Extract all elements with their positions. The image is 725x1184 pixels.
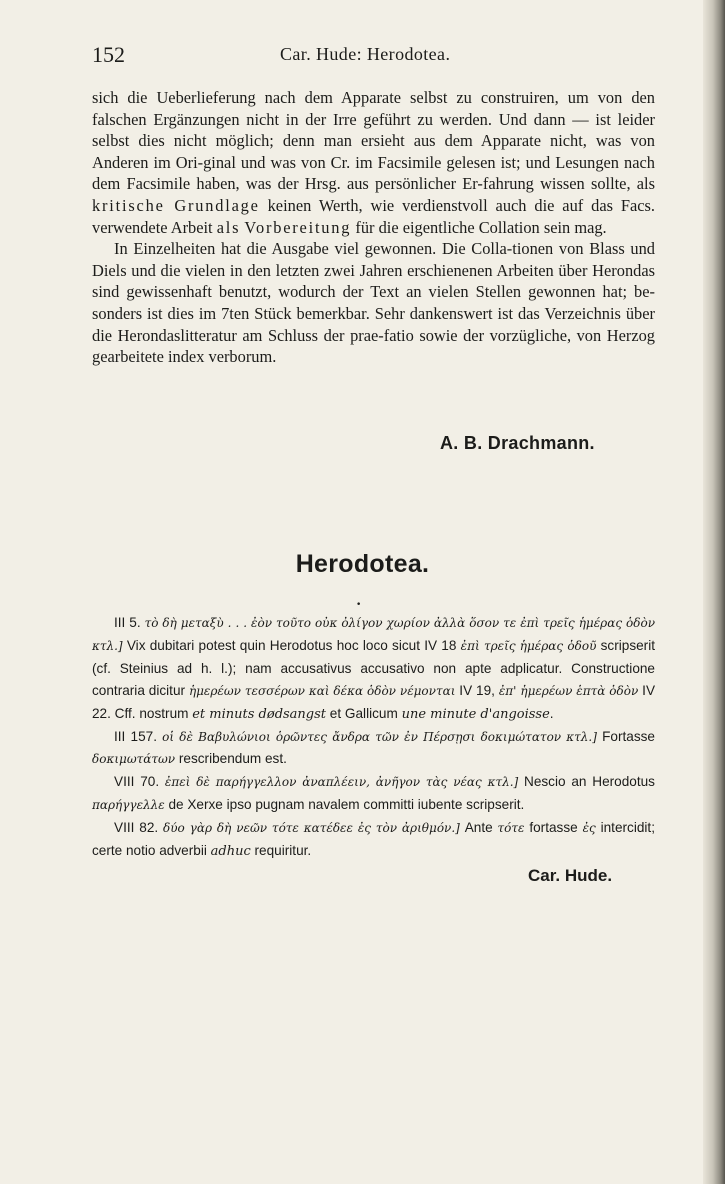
paragraph-2 xyxy=(92,238,655,368)
text-line: wie verdienstvoll auch die auf das Facs. verwendete Arbeit xyxy=(92,195,655,237)
greek-quote: τότε xyxy=(497,821,525,836)
text-line: tionen von Blass und Diels und die vielen in den letzten zwei xyxy=(92,239,655,280)
note-iii-5 xyxy=(92,612,655,726)
text-line: nach dem Facsimile haben, was der Hrsg. aus persönlicher Er- xyxy=(92,152,655,194)
note-text: IV 22. Cff. nostrum xyxy=(92,682,656,721)
note-text: requiritur. xyxy=(250,843,312,859)
text-line: Jahren erschienenen Arbeiten über Herondas sind gewissenhaft xyxy=(92,260,655,302)
text-line: werden. Und dann — ist leider selbst dies nicht möglich; denn xyxy=(92,109,655,151)
greek-quote: ἐπὶ τρεῖς ἡμέρας ὁδοῦ xyxy=(460,638,597,653)
signature-hude: Car. Hude. xyxy=(528,866,613,885)
greek-quote: ἐπ' ἡμερέων ἑπτὰ ὁδὸν xyxy=(498,683,639,698)
text-line: benutzt, wodurch der Text an vielen Stellen gewonnen hat; be- xyxy=(218,282,655,302)
note-text: Ante xyxy=(459,820,498,836)
note-text: . xyxy=(549,705,554,721)
text-line: man ersieht aus dem Apparate nicht, was von Anderen im Ori- xyxy=(92,131,655,172)
greek-quote: τὸ δὴ μεταξὺ . . . ἐὸν τοῦτο οὐκ ὀλίγον χωρίον ἀλλὰ ὅσον τε ἐπὶ τρεῖς ἡμέρας ὁδὸν κτλ.] xyxy=(92,616,655,653)
text-line: fahrung wissen sollte, als xyxy=(482,174,655,194)
note-viii-70 xyxy=(92,771,655,817)
note-text: intercidit; certe notio adverbii xyxy=(92,820,655,859)
spaced-emphasis: als xyxy=(216,217,241,237)
greek-quote: ἐπεὶ δὲ παρήγγελλον ἀναπλέειν, ἀνῆγον τὰς νέας κτλ.] xyxy=(164,775,519,790)
note-iii-157 xyxy=(92,726,655,772)
text-line: fatio sowie der vorzügliche, von Herzog gearbeitete index verborum. xyxy=(92,325,655,367)
text-line: das Verzeichnis über die Herondaslitteratur am Schluss der prae- xyxy=(92,303,655,345)
page-number: 152 xyxy=(92,42,125,67)
text-line: In Einzelheiten hat die Ausgabe viel gewonnen. Die Colla- xyxy=(114,239,513,259)
signature-drachmann: A. B. Drachmann. xyxy=(440,433,595,453)
note-viii-82 xyxy=(92,817,655,863)
text-line: ginal und was von Cr. im Facsimile gelesen ist; und Lesungen xyxy=(203,152,619,172)
note-text: et Gallicum xyxy=(326,705,402,721)
note-text: Nescio an Herodotus xyxy=(518,774,655,790)
note-text: Fortasse xyxy=(596,728,655,744)
greek-quote: ἡμερέων τεσσέρων καὶ δέκα ὁδὸν νέμονται xyxy=(188,683,456,698)
running-title: Car. Hude: Herodotea. xyxy=(280,44,451,64)
note-text: IV 19, xyxy=(455,682,499,698)
note-reference: VIII 70. xyxy=(114,774,160,790)
paragraph-1 xyxy=(92,87,655,238)
text-line: keinen Werth, xyxy=(259,195,363,215)
note-text: fortasse xyxy=(524,820,583,836)
note-text: scripserit (cf. Steinius ad h. l.); nam accusativus accusativo non apte adplicatur. Constructione contraria dicitur xyxy=(92,637,655,698)
greek-quote: οἱ δὲ Βαβυλώνιοι ὁρῶντες ἄνδρα τῶν ἐν Πέρσῃσι δοκιμώτατον κτλ.] xyxy=(162,729,597,744)
text-line: sonders ist dies im 7ten Stück bemerkbar. Sehr dankenswert ist xyxy=(92,303,513,323)
note-text: rescribendum est. xyxy=(175,751,287,767)
greek-quote: παρήγγελλε xyxy=(92,798,165,813)
page-header xyxy=(92,42,645,72)
spaced-emphasis: kritische Grundlage xyxy=(92,195,260,215)
italic-phrase: adhuc xyxy=(210,844,251,860)
greek-quote: δοκιμωτάτων xyxy=(92,752,176,767)
greek-quote: ἐς xyxy=(582,821,596,836)
text-line: für die eigentliche Collation sein mag. xyxy=(351,217,607,237)
separator-mark: • xyxy=(356,600,362,610)
italic-phrase: une minute d'angoisse xyxy=(401,706,550,722)
greek-quote: δύο γὰρ δὴ νεῶν τότε κατέδεε ἐς τὸν ἀριθμόν.] xyxy=(163,821,460,836)
italic-phrase: et minuts dødsangst xyxy=(192,706,327,722)
note-text: de Xerxe ipso pugnam navalem committi iubente scripserit. xyxy=(164,797,525,813)
page-binding-shadow xyxy=(703,0,725,1184)
herodotea-notes xyxy=(92,612,655,863)
text-line: um von den falschen Ergänzungen nicht in der Irre geführt zu xyxy=(92,88,655,129)
note-reference: VIII 82. xyxy=(114,820,159,836)
note-reference: III 5. xyxy=(114,615,141,630)
note-reference: III 157. xyxy=(114,728,157,744)
section-title: Herodotea. xyxy=(295,550,430,578)
review-body xyxy=(92,87,655,368)
spaced-emphasis: Vorbereitung xyxy=(244,217,352,237)
note-text: Vix dubitari potest quin Herodotus hoc loco sicut IV 18 xyxy=(122,637,461,653)
text-line: sich die Ueberlieferung nach dem Apparate selbst zu construiren, xyxy=(92,88,559,107)
